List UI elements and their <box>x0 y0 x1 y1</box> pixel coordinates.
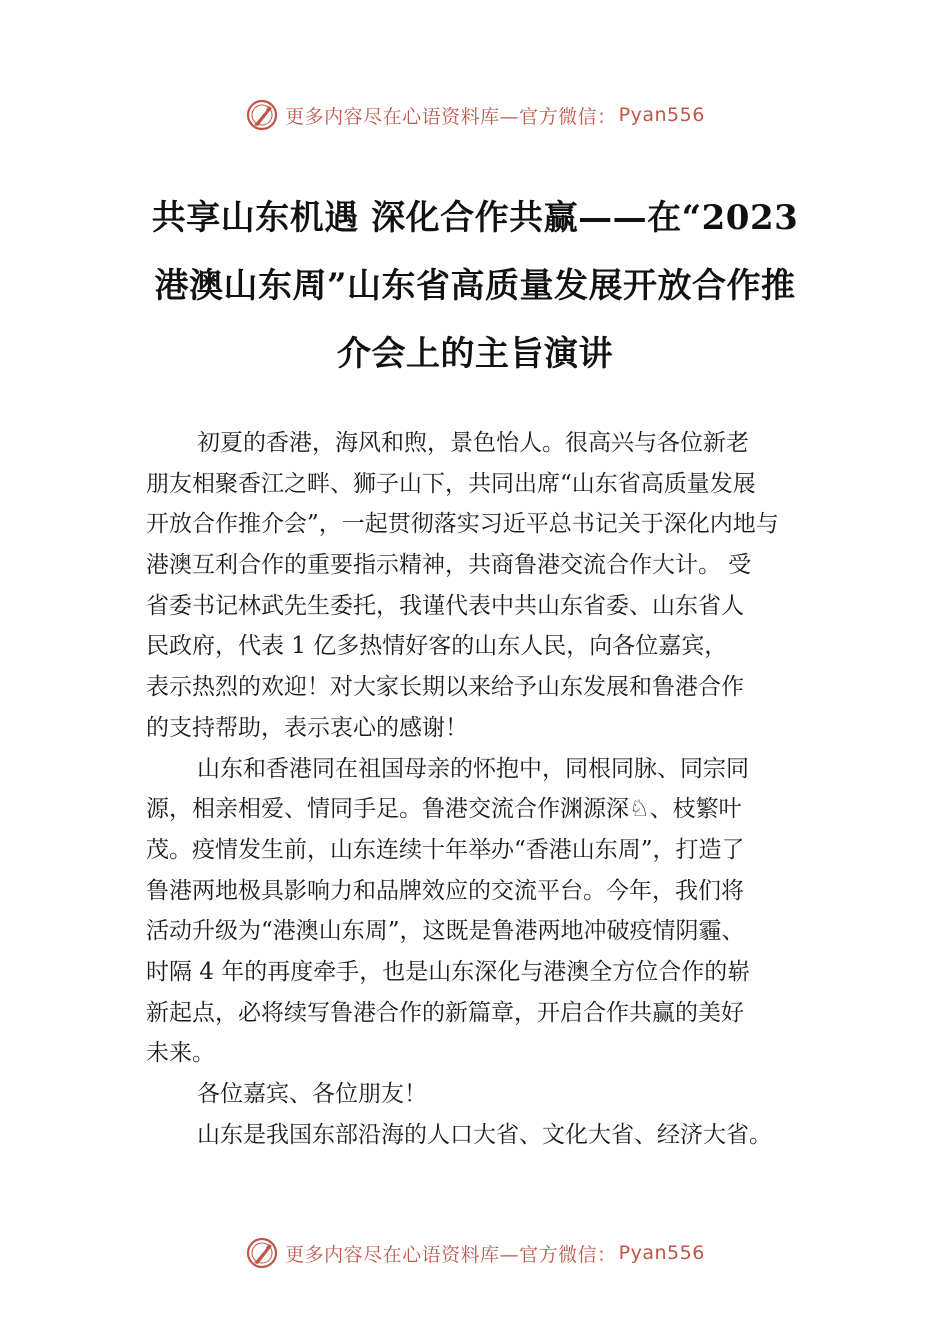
watermark-text: 更多内容尽在心语资料库—官方微信： <box>285 105 617 128</box>
body-line: 活动升级为“港澳山东周”，这既是鲁港两地冲破疫情阴霾、 <box>146 918 745 945</box>
watermark-text: 更多内容尽在心语资料库—官方微信： <box>285 1243 617 1266</box>
body-line: 港澳互利合作的重要指示精神，共商鲁港交流合作大计。 受 <box>146 552 752 579</box>
body-line: 的支持帮助，表示衷心的感谢！ <box>146 714 468 741</box>
body-line: 茂。疫情发生前，山东连续十年举办“香港山东周”，打造了 <box>146 836 745 863</box>
footer-watermark <box>0 1233 950 1273</box>
title-line: 共享山东机遇 深化合作共赢——在“2023 <box>151 198 799 238</box>
watermark-wechat-id: Pyan556 <box>618 1242 705 1264</box>
body-line: 开放合作推介会”，一起贯彻落实习近平总书记关于深化内地与 <box>146 511 779 538</box>
body-line: 民政府，代表 1 亿多热情好客的山东人民，向各位嘉宾， <box>146 633 728 660</box>
body-line: 省委书记林武先生委托，我谨代表中共山东省委、山东省人 <box>146 592 744 619</box>
body-line: 朋友相聚香江之畔、狮子山下，共同出席“山东省高质量发展 <box>146 470 756 497</box>
title-line: 介会上的主旨演讲 <box>337 334 613 374</box>
body-line: 山东是我国东部沿海的人口大省、文化大省、经济大省。 <box>197 1121 772 1148</box>
header-watermark <box>0 95 950 135</box>
watermark-wechat-id: Pyan556 <box>618 104 705 126</box>
body-line: 表示热烈的欢迎！对大家长期以来给予山东发展和鲁港合作 <box>146 674 744 701</box>
body-line: 初夏的香港，海风和煦，景色怡人。很高兴与各位新老 <box>197 430 749 456</box>
document-title <box>120 184 830 388</box>
body-line: 新起点，必将续写鲁港合作的新篇章，开启合作共赢的美好 <box>146 999 744 1026</box>
document-body <box>146 423 836 1155</box>
body-line: 未来。 <box>146 1040 215 1067</box>
body-line: 鲁港两地极具影响力和品牌效应的交流平台。今年，我们将 <box>146 877 744 904</box>
quill-seal-icon <box>245 98 279 132</box>
body-line: 山东和香港同在祖国母亲的怀抱中，同根同脉、同宗同 <box>197 755 749 782</box>
quill-seal-icon <box>245 1236 279 1270</box>
body-line: 时隔 4 年的再度牵手，也是山东深化与港澳全方位合作的崭 <box>146 958 751 985</box>
body-line: 源，相亲相爱、情同手足。鲁港交流合作渊源深♘、枝繁叶 <box>146 796 742 823</box>
body-line: 各位嘉宾、各位朋友！ <box>197 1081 427 1107</box>
title-line: 港澳山东周”山东省高质量发展开放合作推 <box>154 266 796 306</box>
